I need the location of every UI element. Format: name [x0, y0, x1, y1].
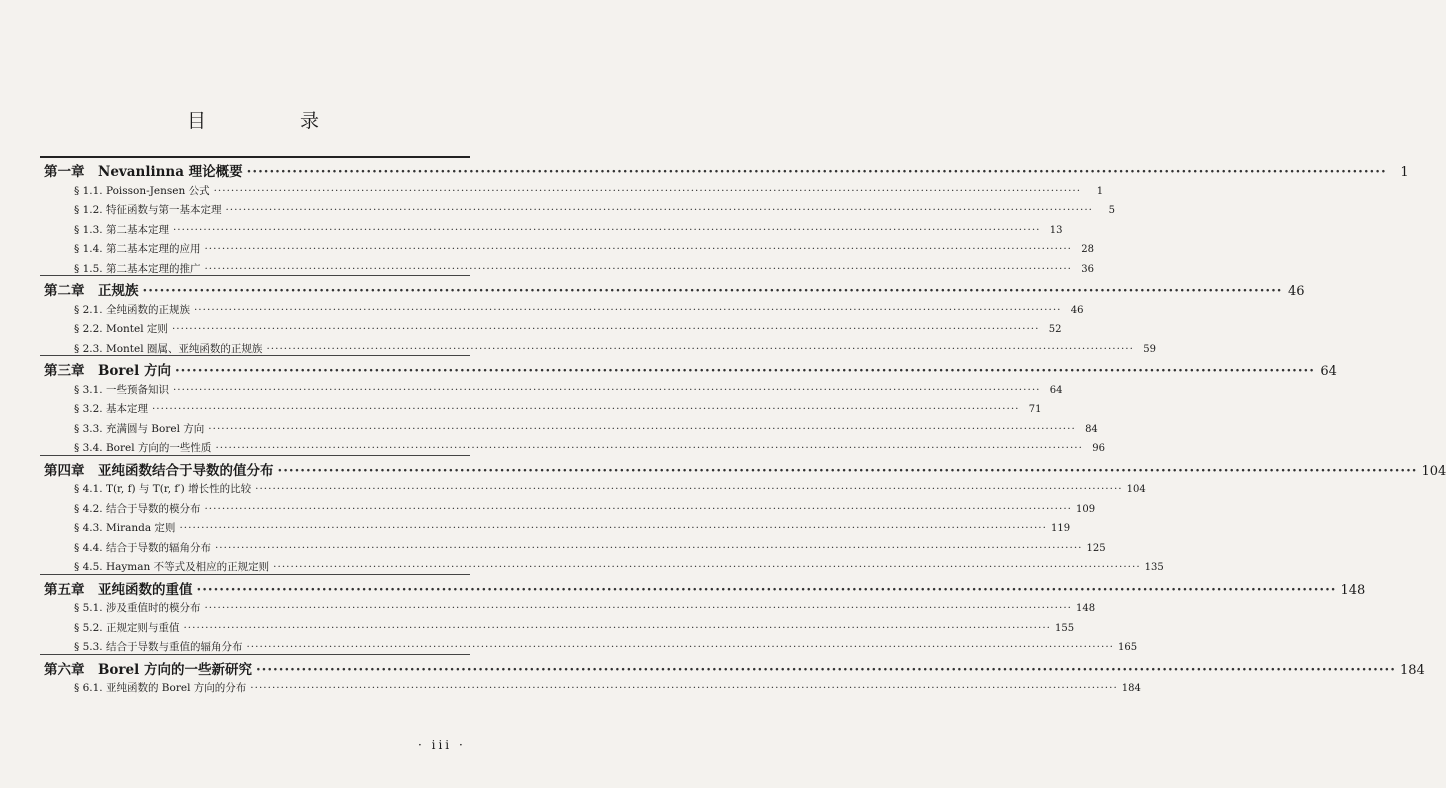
- section-title: § 3.1. 一些预备知识: [74, 383, 169, 396]
- page-number: 84: [1085, 423, 1098, 435]
- leader-dots: ········································································································································································································: [215, 442, 1083, 454]
- leader-dots: ········································································································································································································: [255, 483, 1123, 495]
- leader-dots: ········································································································································································································: [196, 581, 1337, 598]
- toc-section-row[interactable]: [74, 600, 1096, 615]
- leader-dots: ········································································································································································································: [142, 283, 1283, 299]
- toc-section-row[interactable]: [74, 341, 1156, 356]
- chapter-divider: [40, 654, 470, 655]
- section-title: § 3.4. Borel 方向的一些性质: [74, 442, 212, 454]
- leader-dots: ········································································································································································································: [273, 561, 1141, 573]
- toc-section-row[interactable]: [74, 321, 1062, 336]
- chapter-title: 第四章 亚纯函数结合于导数的值分布: [44, 462, 274, 479]
- chapter-divider: [40, 355, 470, 356]
- page-number: 1: [1400, 165, 1409, 180]
- toc-section-row[interactable]: [74, 680, 1141, 695]
- leader-dots: ········································································································································································································: [151, 403, 1020, 415]
- toc-chapter-row[interactable]: [44, 359, 1337, 379]
- page-number: 71: [1028, 404, 1042, 415]
- leader-dots: ········································································································································································································: [246, 164, 1387, 180]
- toc-chapter-row[interactable]: [44, 459, 1446, 479]
- page-number: 13: [1049, 224, 1063, 236]
- leader-dots: ········································································································································································································: [246, 641, 1114, 653]
- section-title: § 2.3. Montel 圈属、亚纯函数的正规族: [74, 342, 263, 355]
- page-number: 109: [1076, 503, 1096, 515]
- page-number: 52: [1048, 324, 1062, 335]
- leader-dots: ········································································································································································································: [183, 621, 1051, 634]
- toc-section-row[interactable]: [74, 421, 1098, 436]
- toc-section-row[interactable]: [74, 520, 1071, 535]
- page-number: 125: [1086, 542, 1106, 554]
- leader-dots: ········································································································································································································: [214, 541, 1083, 554]
- section-title: § 1.2. 特征函数与第一基本定理: [74, 204, 222, 216]
- leader-dots: ········································································································································································································: [255, 661, 1396, 678]
- toc-section-row[interactable]: [74, 481, 1146, 496]
- section-title: § 4.1. T(r, f) 与 T(r, f′) 增长性的比较: [74, 483, 252, 495]
- page-title: 目 录: [186, 110, 364, 132]
- page-number: 36: [1081, 263, 1094, 275]
- page-number: 5: [1108, 205, 1115, 216]
- chapter-divider: [40, 275, 470, 276]
- page-number-footer: · iii ·: [418, 738, 466, 752]
- section-title: § 4.4. 结合于导数的辐角分布: [74, 541, 211, 554]
- section-title: § 3.2. 基本定理: [74, 403, 148, 415]
- page-number: 64: [1320, 364, 1337, 379]
- section-title: § 2.2. Montel 定则: [74, 323, 168, 335]
- chapter-title: 第一章 Nevanlinna 理论概要: [44, 164, 243, 180]
- chapter-divider: [40, 455, 470, 456]
- section-title: § 1.4. 第二基本定理的应用: [74, 243, 201, 255]
- page-number: 165: [1118, 642, 1138, 653]
- page-number: 184: [1399, 662, 1425, 678]
- section-title: § 5.2. 正规定则与重值: [74, 621, 180, 634]
- leader-dots: ········································································································································································································: [204, 262, 1072, 275]
- page-number: 148: [1076, 603, 1096, 614]
- section-title: § 2.1. 全纯函数的正规族: [74, 303, 190, 316]
- page-number: 1: [1096, 185, 1104, 197]
- chapter-title: 第五章 亚纯函数的重值: [44, 581, 193, 598]
- leader-dots: ········································································································································································································: [179, 522, 1047, 534]
- page-number: 184: [1121, 683, 1141, 694]
- section-title: § 4.5. Hayman 不等式及相应的正规定则: [74, 561, 270, 573]
- leader-dots: ········································································································································································································: [277, 462, 1418, 479]
- leader-dots: ········································································································································································································: [171, 323, 1040, 335]
- leader-dots: ········································································································································································································: [204, 243, 1072, 255]
- toc-chapter-row[interactable]: [44, 578, 1366, 598]
- section-title: § 4.2. 结合于导数的模分布: [74, 502, 201, 515]
- leader-dots: ········································································································································································································: [208, 422, 1076, 435]
- toc-section-row[interactable]: [74, 241, 1094, 256]
- chapter-divider: [40, 574, 470, 575]
- section-title: § 1.3. 第二基本定理: [74, 223, 169, 236]
- toc-section-row[interactable]: [74, 183, 1104, 198]
- page-number: 104: [1126, 484, 1146, 495]
- section-title: § 6.1. 亚纯函数的 Borel 方向的分布: [74, 682, 247, 694]
- toc-section-row[interactable]: [74, 620, 1075, 635]
- page-number: 135: [1144, 562, 1164, 573]
- toc-section-row[interactable]: [74, 440, 1105, 455]
- toc-section-row[interactable]: [74, 639, 1138, 654]
- page-number: 104: [1421, 463, 1446, 479]
- chapter-divider: [40, 156, 470, 158]
- toc-section-row[interactable]: [74, 261, 1094, 276]
- page-number: 46: [1287, 284, 1305, 299]
- section-title: § 5.1. 涉及重值时的模分布: [74, 602, 201, 614]
- leader-dots: ········································································································································································································: [225, 204, 1093, 216]
- toc-section-row[interactable]: [74, 559, 1164, 574]
- page-number: 46: [1070, 304, 1084, 316]
- leader-dots: ········································································································································································································: [250, 682, 1118, 694]
- section-title: § 1.1. Poisson-Jensen 公式: [74, 184, 210, 197]
- leader-dots: ········································································································································································································: [204, 502, 1072, 515]
- toc-section-row[interactable]: [74, 501, 1096, 516]
- toc-section-row[interactable]: [74, 202, 1115, 217]
- chapter-title: 第六章 Borel 方向的一些新研究: [44, 661, 252, 678]
- chapter-title: 第二章 正规族: [44, 283, 139, 299]
- page-number: 59: [1143, 343, 1156, 355]
- leader-dots: ········································································································································································································: [172, 383, 1041, 396]
- leader-dots: ········································································································································································································: [204, 602, 1072, 614]
- page-number: 148: [1340, 582, 1366, 598]
- section-title: § 4.3. Miranda 定则: [74, 522, 176, 534]
- leader-dots: ········································································································································································································: [266, 342, 1134, 355]
- section-title: § 3.3. 充满圆与 Borel 方向: [74, 422, 205, 435]
- page-number: 155: [1055, 622, 1075, 634]
- toc-chapter-row[interactable]: [44, 658, 1425, 678]
- chapter-title: 第三章 Borel 方向: [44, 363, 171, 379]
- toc-section-row[interactable]: [74, 302, 1084, 317]
- page-number: 96: [1092, 443, 1105, 454]
- toc-section-row[interactable]: [74, 382, 1063, 397]
- section-title: § 1.5. 第二基本定理的推广: [74, 262, 201, 275]
- page-number: 119: [1050, 523, 1071, 534]
- page-number: 64: [1049, 384, 1063, 396]
- leader-dots: ········································································································································································································: [172, 223, 1041, 236]
- leader-dots: ········································································································································································································: [174, 363, 1315, 379]
- toc-chapter-row[interactable]: [44, 279, 1305, 299]
- toc-chapter-row[interactable]: [44, 160, 1409, 180]
- page-number: 28: [1081, 244, 1094, 255]
- leader-dots: ········································································································································································································: [213, 184, 1082, 197]
- leader-dots: ········································································································································································································: [193, 303, 1062, 316]
- toc-section-row[interactable]: [74, 540, 1106, 555]
- toc-section-row[interactable]: [74, 401, 1042, 416]
- toc-section-row[interactable]: [74, 222, 1063, 237]
- section-title: § 5.3. 结合于导数与重值的辐角分布: [74, 641, 243, 653]
